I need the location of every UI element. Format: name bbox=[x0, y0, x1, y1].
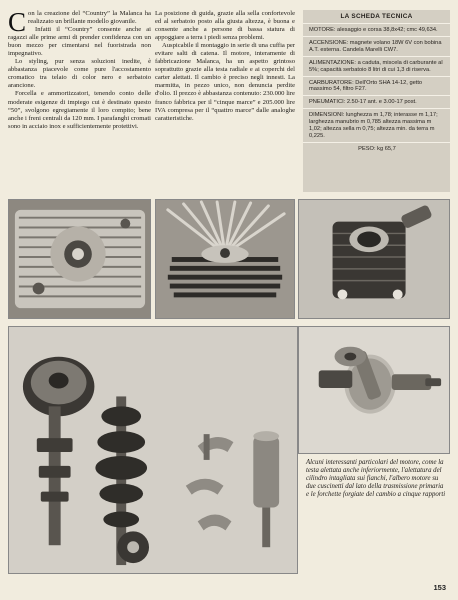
photo-caption: Alcuni interessanti particolari del motore, come la testa alettata anche inferiormente, l'alettatura del cilindro intagliata sui fianchi, l'albero motore su due cuscinetti dal lato della trasmissione primaria e le forchette forgiate del cambio a cinque rapporti bbox=[306, 459, 446, 499]
photo-cylinder bbox=[298, 199, 450, 319]
spec-box bbox=[303, 10, 450, 192]
article-paragraph: Infatti il “Country” consente anche ai ragazzi alle prime armi di prender confidenza con un buon mezzo per cimentarsi nel fuoristrada non impegnativo. bbox=[8, 26, 151, 58]
spec-item-motore: MOTORE: alesaggio e corsa 38,8x42; cmc 49,634. bbox=[303, 24, 450, 37]
drop-cap: C bbox=[8, 7, 27, 37]
photo-cylinder-head bbox=[155, 199, 295, 319]
spec-item-carburatore: CARBURATORE: Dell'Orto SHA 14-12, getto massimo 54, filtro F27. bbox=[303, 77, 450, 97]
spec-title: LA SCHEDA TECNICA bbox=[303, 10, 450, 24]
article-paragraph: Lo styling, pur senza soluzioni inedite, è abbastanza piacevole come pure l'accostamento cromatico tra telaio di color nero e serbatoio arancione. bbox=[8, 58, 151, 90]
article-paragraph: La posizione di guida, grazie alla sella confortevole ed al serbatoio posto alla giusta altezza, è buona e consente anche a persone di bassa statura di appoggiare a terra i piedi senza problemi. bbox=[155, 10, 295, 42]
spec-item-peso: PESO: kg 65,7 bbox=[358, 145, 396, 152]
photo-crankcase-cover bbox=[8, 199, 151, 319]
article-paragraph: Auspicabile il montaggio in serie di una cuffia per evitare salti di catena. Il motore, interamente di fabbricazione Malanca, ha un aspetto grintoso soprattutto grazie alla testa radiale e ai coperchi del carter alettati. Il cambio è preciso negli innesti. La marmitta, in pezzo unico, non denuncia perdite d'olio. Il prezzo è abbastanza contenuto: 230.000 lire franco fabbrica per il “cinque marce” e 205.000 lire IVA compresa per il “quattro marce” dalle analoghe caratteristiche. bbox=[155, 42, 295, 122]
spec-item-accensione: ACCENSIONE: magnete volano 18W 6V con bobina A.T. esterna. Candela Marelli CW7. bbox=[303, 37, 450, 57]
photo-gearbox-components bbox=[8, 326, 298, 574]
article-paragraph: Forcella e ammortizzatori, tenendo conto delle moderate esigenze di impiego cui è destinato questo “50”, svolgono egregiamente il loro compito; bene anche i freni centrali da 120 mm. I parafanghi cromati sono in acciaio inox e sufficientemente protettivi. bbox=[8, 90, 151, 130]
photo-crankshaft bbox=[298, 326, 450, 454]
page-number: 153 bbox=[433, 583, 446, 592]
spec-item-pneumatici: PNEUMATICI: 2.50-17 ant. e 3.00-17 post. bbox=[303, 96, 450, 109]
article-column-2 bbox=[155, 10, 295, 123]
spec-item-alimentazione: ALIMENTAZIONE: a caduta, miscela di carburante al 5%; capacità serbatoio 8 litri di cui 1,3 di riserva. bbox=[303, 57, 450, 77]
article-column-1 bbox=[8, 7, 151, 131]
article-paragraph: Con la creazione del “Country” la Malanca ha realizzato un brillante modello giovanile. bbox=[8, 7, 151, 37]
spec-item-dimensioni: DIMENSIONI: lunghezza m 1,78; interasse m 1,17; larghezza manubrio m 0,785 altezza massima m 1,02; altezza sella m 0,75; altezza min. da terra m 0,225. bbox=[303, 109, 450, 143]
